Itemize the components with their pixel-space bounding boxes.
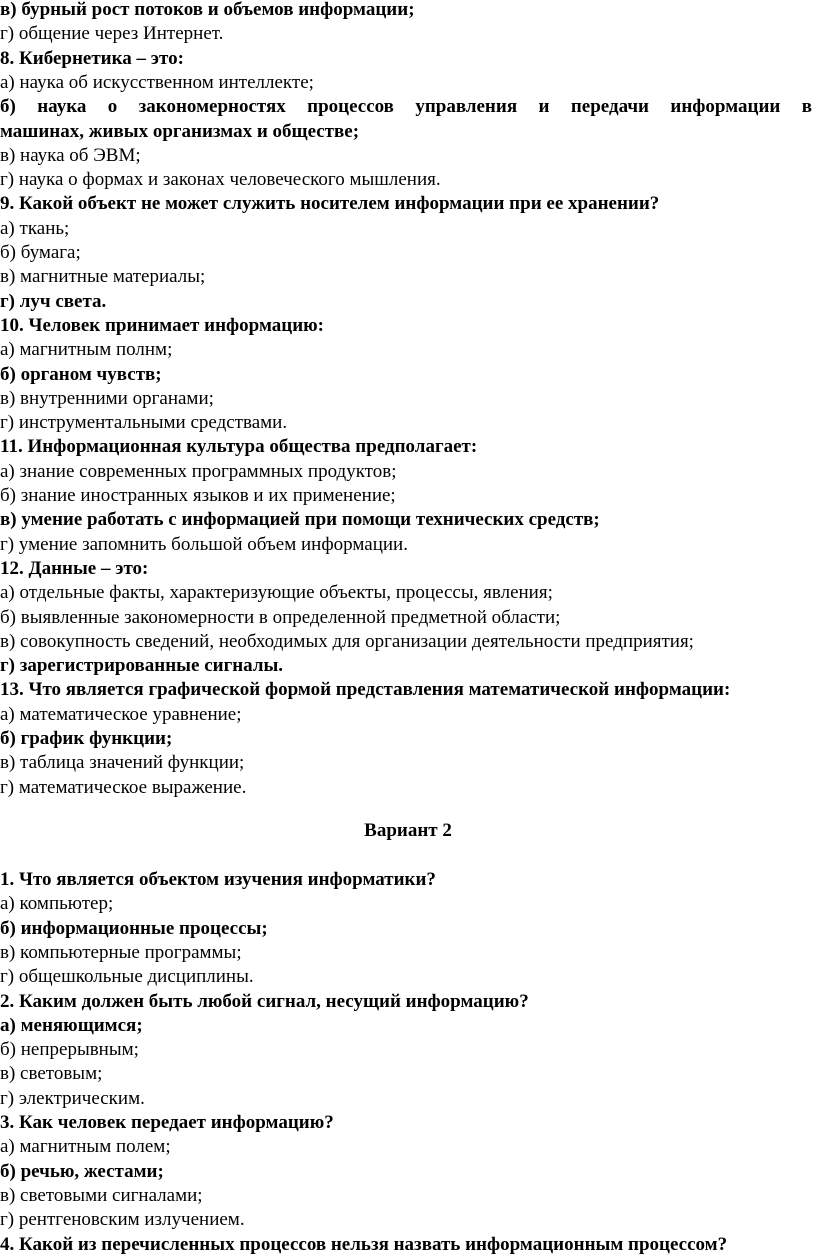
document-line: а) компьютер; [0, 893, 114, 915]
document-line: 13. Что является графической формой представления математической информации: [0, 679, 731, 701]
document-line: г) рентгеновским излучением. [0, 1209, 245, 1231]
document-line: б) информационные процессы; [0, 917, 268, 939]
document-line: а) магнитным полем; [0, 1136, 171, 1158]
document-line: в) таблица значений функции; [0, 752, 245, 774]
document-line: в) умение работать с информацией при помощи технических средств; [0, 509, 600, 531]
document-line: в) световым; [0, 1063, 103, 1085]
document-line: а) магнитным полнм; [0, 339, 173, 361]
document-line: 11. Информационная культура общества предполагает: [0, 436, 478, 458]
document-line: г) наука о формах и законах человеческого мышления. [0, 169, 441, 191]
document-line: г) математическое выражение. [0, 776, 247, 798]
document-line: б) непрерывным; [0, 1039, 139, 1061]
variant-heading: Вариант 2 [364, 820, 452, 841]
document-line: б) график функции; [0, 728, 173, 749]
document-line: в) совокупность сведений, необходимых для организации деятельности предприятия; [0, 630, 694, 652]
document-line: б) наука о закономерностях процессов управления и передачи информации в [0, 96, 812, 118]
document-line: а) отдельные факты, характеризующие объекты, процессы, явления; [0, 582, 553, 604]
document-line: в) бурный рост потоков и объемов информации; [0, 0, 415, 20]
document-line: 2. Каким должен быть любой сигнал, несущий информацию? [0, 990, 529, 1012]
document-line: 9. Какой объект не может служить носителем информации при ее хранении? [0, 193, 660, 215]
document-line: 1. Что является объектом изучения информатики? [0, 869, 436, 890]
document-line: 8. Кибернетика – это: [0, 47, 184, 69]
document-line: в) наука об ЭВМ; [0, 144, 141, 166]
document-line: б) бумага; [0, 242, 81, 263]
document-line: г) умение запомнить большой объем информации. [0, 533, 408, 555]
document-line: г) зарегистрированные сигналы. [0, 655, 284, 677]
document-line: б) выявленные закономерности в определенной предметной области; [0, 606, 561, 628]
document-line: 4. Какой из перечисленных процессов нельзя назвать информационным процессом? [0, 1233, 728, 1255]
document-line: а) математическое уравнение; [0, 703, 242, 725]
document-line: г) луч света. [0, 290, 107, 312]
document-line: 10. Человек принимает информацию: [0, 314, 325, 336]
document-line: б) речью, жестами; [0, 1160, 164, 1182]
document-line: а) знание современных программных продуктов; [0, 460, 397, 482]
document-line: в) магнитные материалы; [0, 266, 206, 288]
document-line: г) инструментальными средствами. [0, 412, 288, 434]
document-line: а) меняющимся; [0, 1014, 143, 1036]
document-line: 12. Данные – это: [0, 557, 149, 579]
document-line: б) знание иностранных языков и их применение; [0, 485, 396, 506]
document-line: в) внутренними органами; [0, 387, 214, 409]
document-line: г) электрическим. [0, 1087, 145, 1109]
document-line: машинах, живых организмах и обществе; [0, 120, 360, 142]
document-line: в) световыми сигналами; [0, 1184, 203, 1206]
document-line: а) ткань; [0, 217, 70, 239]
document-line: а) наука об искусственном интеллекте; [0, 71, 314, 93]
document-line: г) общение через Интернет. [0, 23, 224, 45]
document-line: в) компьютерные программы; [0, 941, 242, 963]
document-line: г) общешкольные дисциплины. [0, 966, 254, 988]
document-line: б) органом чувств; [0, 363, 162, 385]
document-line: 3. Как человек передает информацию? [0, 1112, 334, 1133]
